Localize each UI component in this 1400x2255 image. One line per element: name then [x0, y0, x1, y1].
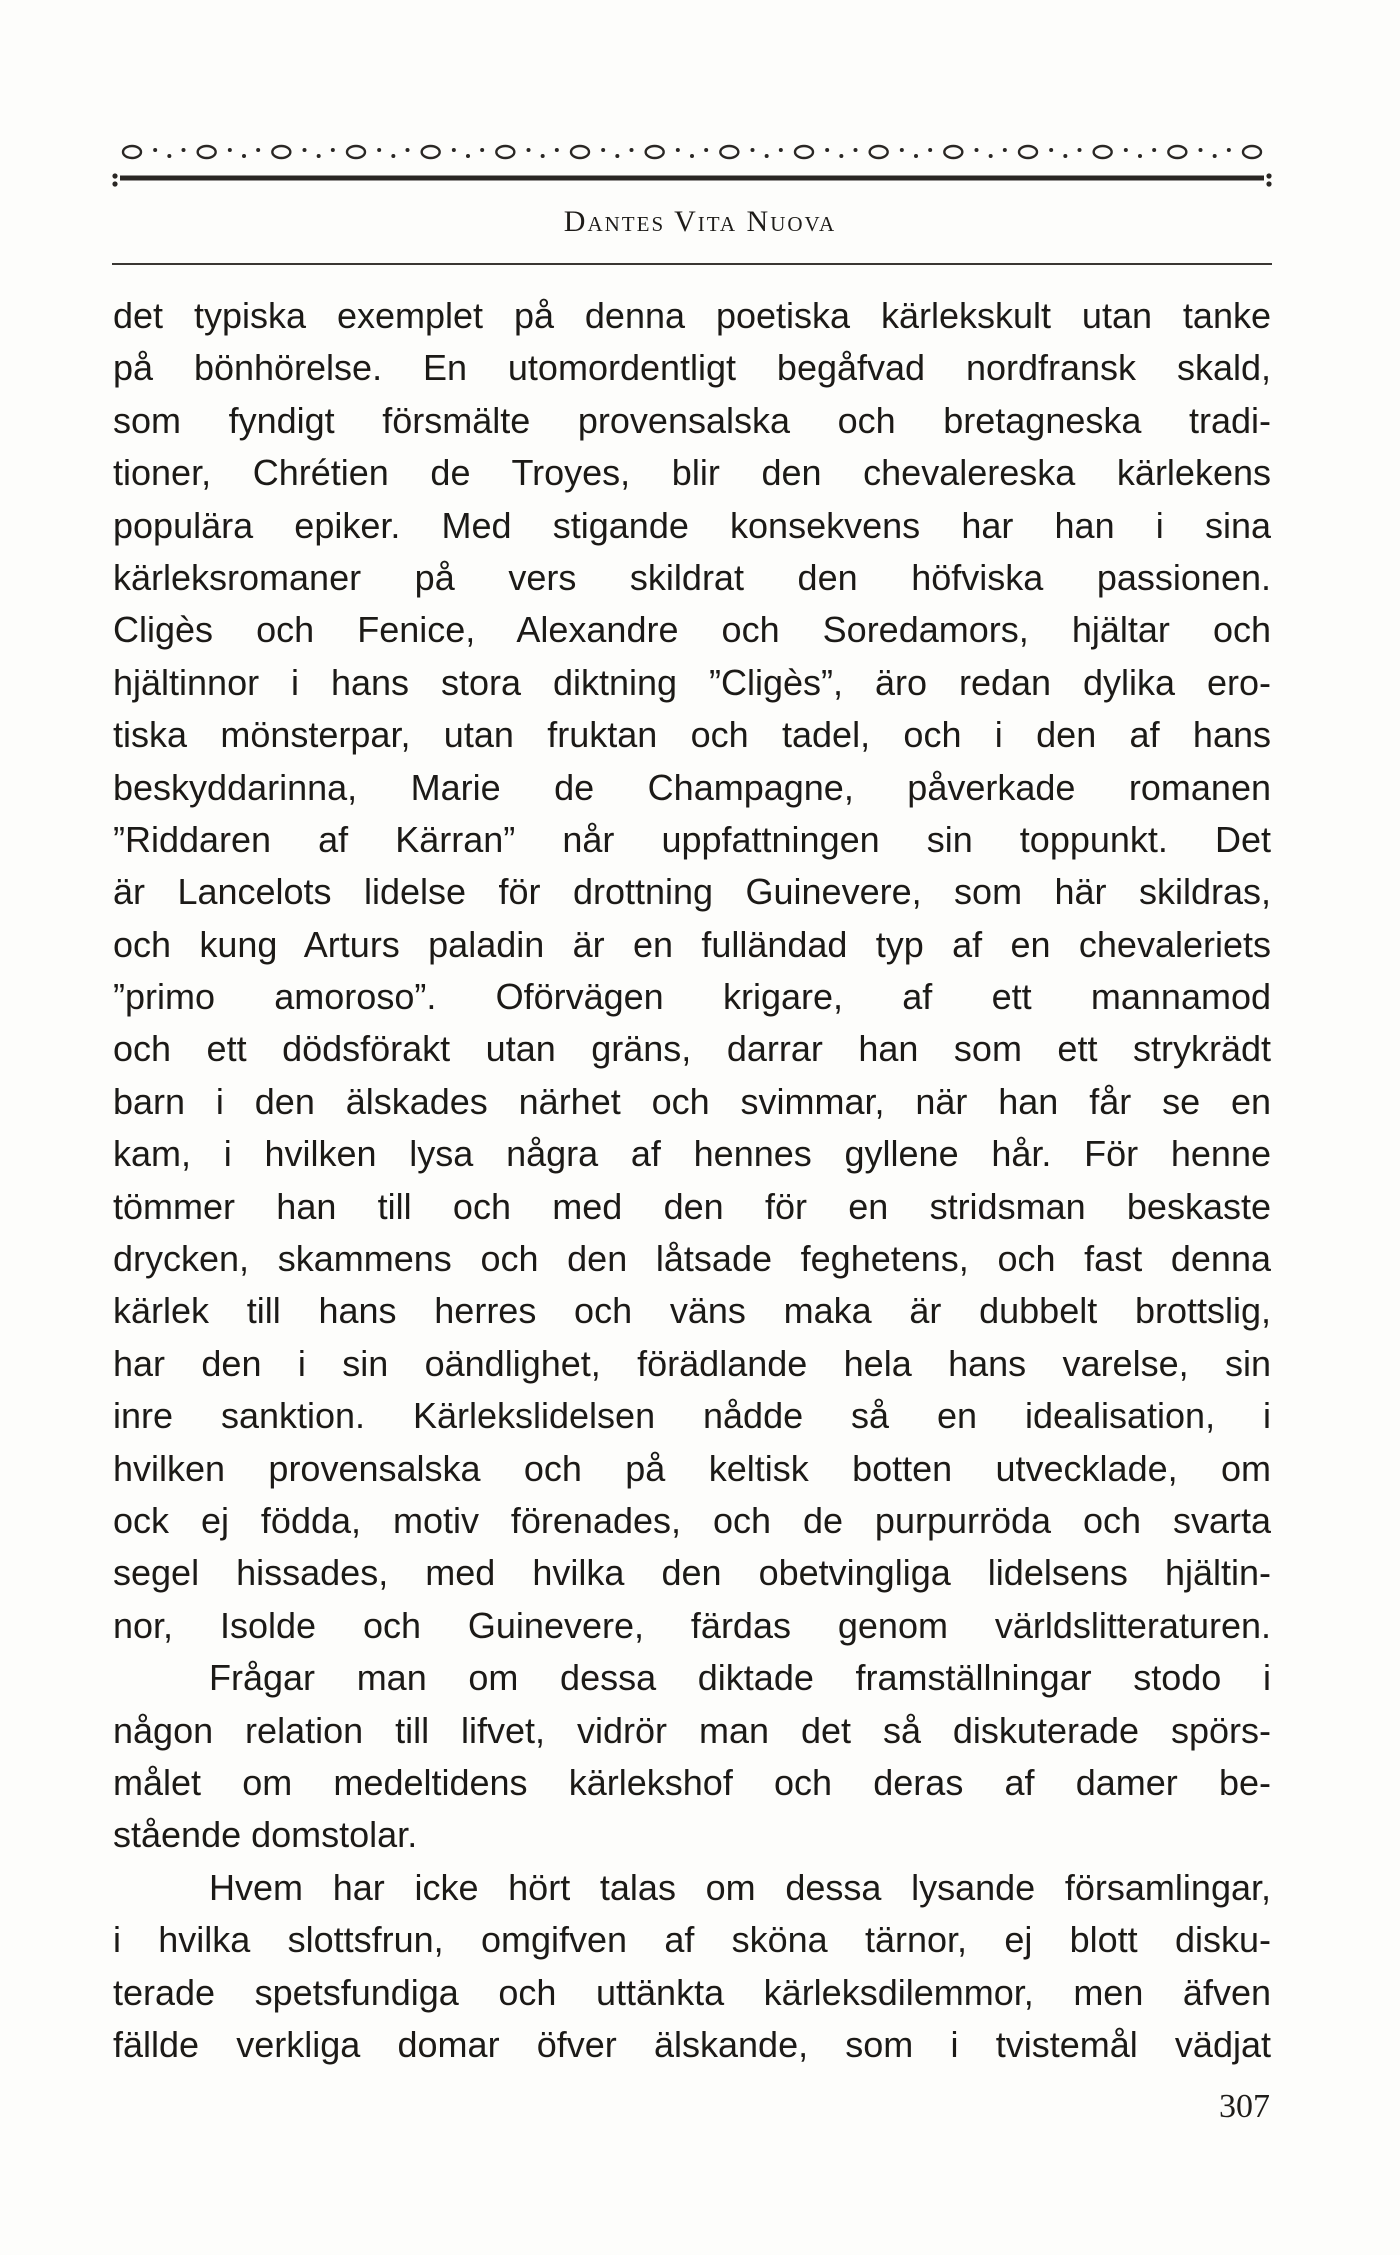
- ornament-dot: [303, 148, 307, 152]
- text-line: Cligès och Fenice, Alexandre och Soredamors, hjältar och: [113, 609, 1271, 651]
- text-line: fällde verkliga domar öfver älskande, som i tvistemål vädjat: [113, 2023, 1271, 2065]
- ornament-dot: [928, 148, 932, 152]
- ornament-ring: [422, 146, 440, 158]
- ornament-dot: [228, 148, 232, 152]
- ornament-dot: [975, 148, 979, 152]
- text-line: det typiska exemplet på denna poetiska kärlekskult utan tanke: [113, 295, 1271, 336]
- ornament-ring: [571, 146, 589, 158]
- ornament-dot: [1227, 148, 1231, 152]
- text-line: har den i sin oändlighet, förädlande hela hans varelse, sin: [113, 1342, 1271, 1384]
- text-line: inre sanktion. Kärlekslidelsen nådde så en idealisation, i: [113, 1395, 1271, 1437]
- ornament-dot: [779, 148, 783, 152]
- text-line: Hvem har icke hört talas om dessa lysande församlingar,: [209, 1866, 1271, 1908]
- text-line: stående domstolar.: [113, 1814, 418, 1856]
- ornament-dot: [1078, 148, 1082, 152]
- ornament-dot: [900, 148, 904, 152]
- page-number: 307: [1219, 2088, 1270, 2125]
- text-line: tioner, Chrétien de Troyes, blir den chevalereska kärlekens: [113, 452, 1271, 494]
- ornament-ring: [198, 146, 216, 158]
- ornament-dot: [615, 154, 619, 158]
- header-rule: [112, 263, 1272, 265]
- ornament-dot: [242, 154, 246, 158]
- ornament-ring: [1168, 146, 1186, 158]
- text-line: hjältinnor i hans stora diktning ”Cligès”, äro redan dylika ero-: [113, 661, 1271, 703]
- ornament-dot: [167, 154, 171, 158]
- text-line: drycken, skammens och den låtsade feghetens, och fast denna: [113, 1238, 1271, 1280]
- ornament-ring: [1094, 146, 1112, 158]
- ornament-ring: [1019, 146, 1037, 158]
- ornament-ring: [347, 146, 365, 158]
- ornament-dot: [630, 148, 634, 152]
- text-line: ock ej födda, motiv förenades, och de purpurröda och svarta: [113, 1499, 1271, 1541]
- text-line: ”Riddaren af Kärran” når uppfattningen sin toppunkt. Det: [113, 818, 1271, 860]
- ornament-dot: [317, 154, 321, 158]
- text-line: är Lancelots lidelse för drottning Guinevere, som här skildras,: [113, 871, 1271, 913]
- ornament-ring: [870, 146, 888, 158]
- ornament-dot: [466, 154, 470, 158]
- ornament-dot: [1124, 148, 1128, 152]
- ornament-dot: [825, 148, 829, 152]
- text-line: hvilken provensalska och på keltisk botten utvecklade, om: [113, 1447, 1271, 1489]
- text-line: Frågar man om dessa diktade framställningar stodo i: [209, 1657, 1271, 1699]
- ornament-dot: [555, 148, 559, 152]
- ornament-dot: [377, 148, 381, 152]
- text-line: och kung Arturs paladin är en fulländad typ af en chevaleriets: [113, 923, 1271, 965]
- text-line: segel hissades, med hvilka den obetvingliga lidelsens hjältin-: [113, 1552, 1271, 1594]
- ornament-dot: [839, 154, 843, 158]
- ornament-dot: [331, 148, 335, 152]
- ornament-dot: [256, 148, 260, 152]
- ornament-dot: [676, 148, 680, 152]
- ornament-ring: [123, 146, 141, 158]
- text-line: någon relation till lifvet, vidrör man det så diskuterade spörs-: [113, 1709, 1271, 1751]
- ornament-dot: [1063, 154, 1067, 158]
- ornament-dot: [751, 148, 755, 152]
- ornament-ring: [944, 146, 962, 158]
- text-line: kärleksromaner på vers skildrat den höfviska passionen.: [113, 556, 1271, 598]
- ornament-dot: [182, 148, 186, 152]
- text-line: tiska mönsterpar, utan fruktan och tadel, och i den af hans: [113, 714, 1271, 756]
- text-line: beskyddarinna, Marie de Champagne, påverkade romanen: [113, 766, 1271, 808]
- text-line: nor, Isolde och Guinevere, färdas genom världslitteraturen.: [113, 1604, 1271, 1646]
- decorative-border-ornament: [112, 118, 1272, 188]
- text-line: och ett dödsförakt utan gräns, darrar han som ett strykrädt: [113, 1028, 1271, 1070]
- ornament-dot: [1213, 154, 1217, 158]
- ornament-dot: [914, 154, 918, 158]
- ornament-dot: [765, 154, 769, 158]
- running-title: Dantes Vita Nuova: [563, 205, 837, 238]
- ornament-dot: [480, 148, 484, 152]
- ornament-dot: [153, 148, 157, 152]
- ornament-dot: [704, 148, 708, 152]
- ornament-dot: [406, 148, 410, 152]
- ornament-ring: [720, 146, 738, 158]
- ornament-ring: [795, 146, 813, 158]
- ornament-ring: [646, 146, 664, 158]
- text-line: kärlek till hans herres och väns maka är dubbelt brottslig,: [113, 1290, 1271, 1332]
- ornament-dot: [690, 154, 694, 158]
- ornament-dot: [391, 154, 395, 158]
- text-line: ”primo amoroso”. Oförvägen krigare, af ett mannamod: [113, 976, 1271, 1018]
- ornament-ring: [272, 146, 290, 158]
- text-line: populära epiker. Med stigande konsekvens har han i sina: [113, 504, 1271, 546]
- ornament-dot: [1049, 148, 1053, 152]
- ornament-dot: [452, 148, 456, 152]
- ornament-dot: [1152, 148, 1156, 152]
- ornament-dot: [989, 154, 993, 158]
- text-line: på bönhörelse. En utomordentligt begåfvad nordfransk skald,: [113, 347, 1271, 389]
- ornament-ring: [1243, 146, 1261, 158]
- text-line: barn i den älskades närhet och svimmar, när han får se en: [113, 1080, 1271, 1122]
- ornament-dot: [527, 148, 531, 152]
- ornament-dot: [854, 148, 858, 152]
- ornament-ring: [496, 146, 514, 158]
- text-line: kam, i hvilken lysa några af hennes gyllene hår. För henne: [113, 1133, 1271, 1175]
- text-line: tömmer han till och med den för en stridsman beskaste: [113, 1185, 1271, 1227]
- text-line: som fyndigt försmälte provensalska och bretagneska tradi-: [113, 399, 1271, 441]
- ornament-dot: [1199, 148, 1203, 152]
- body-text: [113, 290, 1271, 2071]
- ornament-dot: [1003, 148, 1007, 152]
- text-line: i hvilka slottsfrun, omgifven af sköna tärnor, ej blott disku-: [113, 1919, 1271, 1961]
- text-line: målet om medeltidens kärlekshof och deras af damer be-: [113, 1761, 1271, 1803]
- ornament-dot: [601, 148, 605, 152]
- text-line: terade spetsfundiga och uttänkta kärleksdilemmor, men äfven: [113, 1971, 1271, 2013]
- ornament-dot: [1138, 154, 1142, 158]
- ornament-dot: [541, 154, 545, 158]
